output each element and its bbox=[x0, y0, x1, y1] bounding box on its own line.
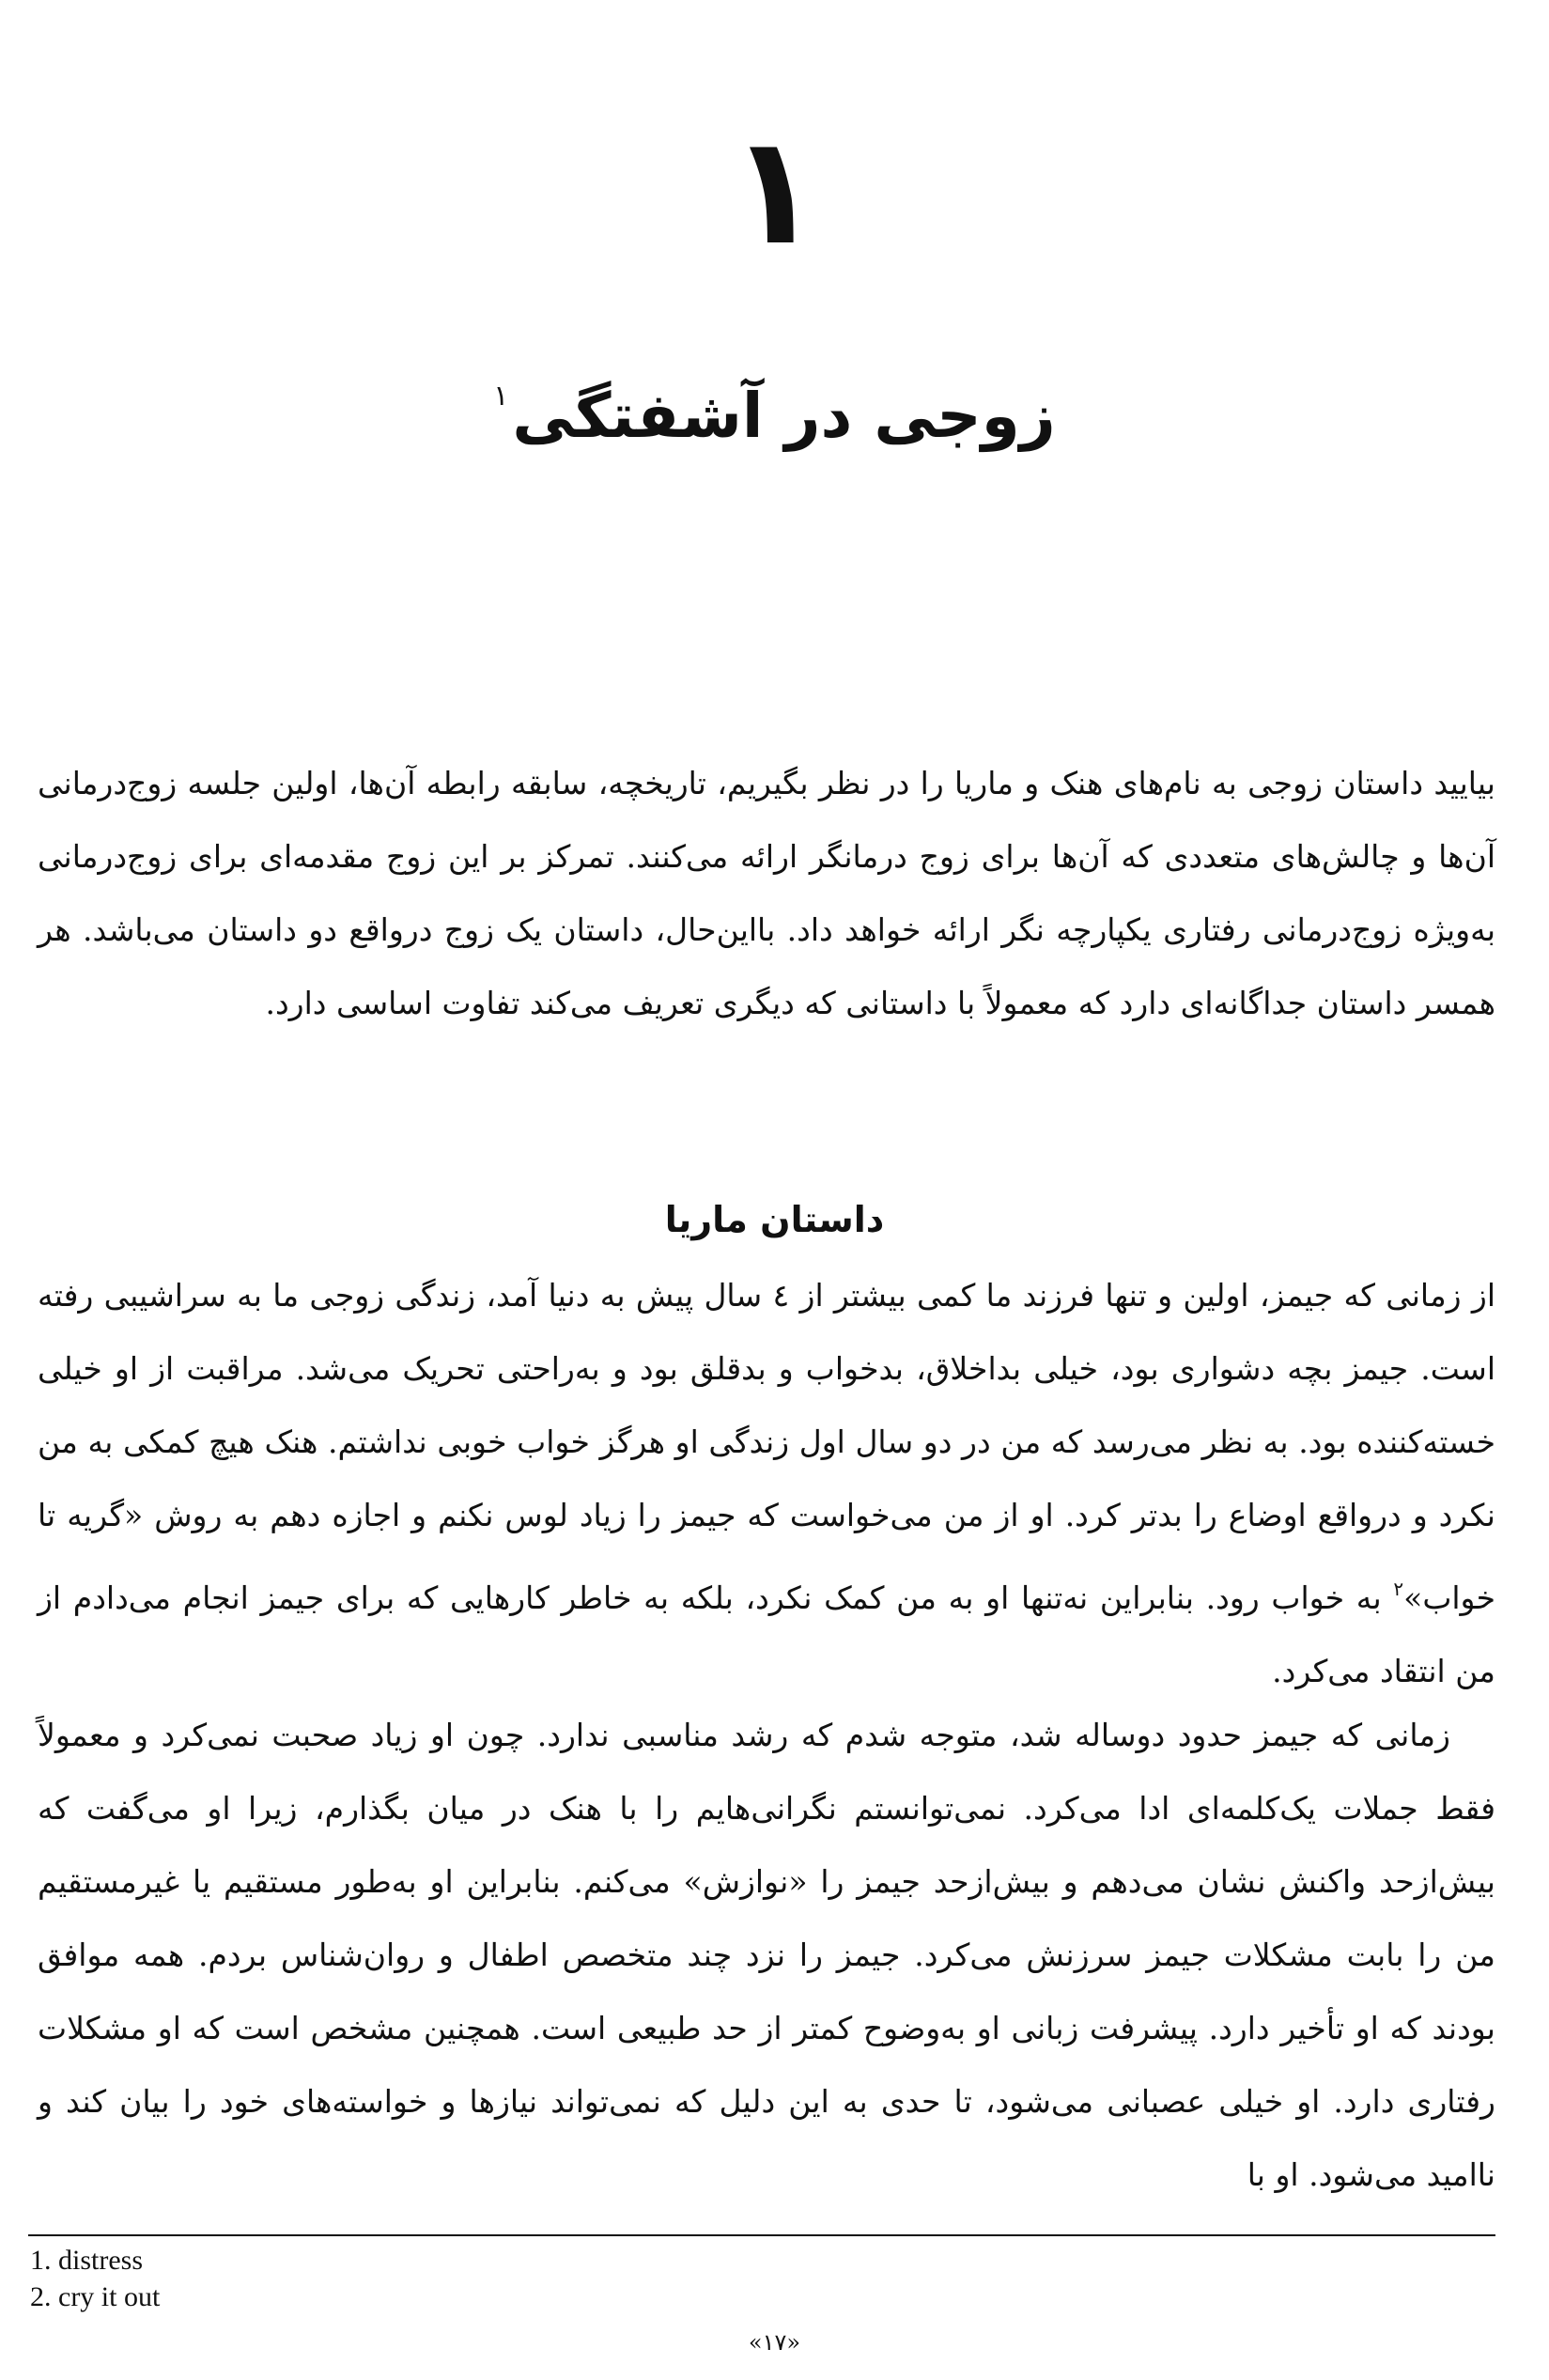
section-heading: داستان ماریا bbox=[664, 1199, 885, 1240]
footnote-mark-2: ۲ bbox=[1393, 1578, 1404, 1600]
body-paragraph-2: زمانی که جیمز حدود دوساله شد، متوجه شدم که رشد مناسبی ندارد. چون او زیاد صحبت نمی‌کرد و معمولاً فقط جملات یک‌کلمه‌ای ادا می‌کرد. نمی‌توانستم نگرانی‌هایم را با هنک در میان بگذارم، زیرا او می‌گفت که بیش‌ازحد واکنش نشان می‌دهم و بیش‌ازحد جیمز را «نوازش» می‌کنم. بنابراین او به‌طور مستقیم یا غیرمستقیم من را بابت مشکلات جیمز سرزنش می‌کرد. جیمز را نزد چند متخصص اطفال و روان‌شناس بردم. همه موافق بودند که او تأخیر دارد. پیشرفت زبانی او به‌وضوح کمتر از حد طبیعی است. همچنین مشخص است که او مشکلات رفتاری دارد. او خیلی عصبانی می‌شود، تا حدی به این دلیل که نمی‌تواند نیازها و خواسته‌های خود را بیان کند و ناامید می‌شود. او با bbox=[38, 1717, 1495, 2193]
intro-paragraph: بیایید داستان زوجی به نام‌های هنک و ماریا را در نظر بگیریم، تاریخچه، سابقه رابطه آن‌ها، اولین جلسه زوج‌درمانی آن‌ها و چالش‌های متعددی که آن‌ها برای زوج درمانگر ارائه می‌کنند. تمرکز بر این زوج مقدمه‌ای برای زوج‌درمانی به‌ویژه زوج‌درمانی رفتاری یکپارچه نگر ارائه خواهد داد. بااین‌حال، داستان یک زوج درواقع دو داستان می‌باشد. هر همسر داستان جداگانه‌ای دارد که معمولاً با داستانی که دیگری تعریف می‌کند تفاوت اساسی دارد. bbox=[38, 765, 1495, 1021]
footnote-item: 2. cry it out bbox=[30, 2281, 161, 2312]
chapter-title-footnote-mark: ۱ bbox=[493, 380, 509, 412]
body-paragraph-1-part-b: به خواب رود. بنابراین نه‌تنها او به من کمک نکرد، بلکه به خاطر کارهایی که برای جیمز انجام می‌دادم از من انتقاد می‌کرد. bbox=[38, 1579, 1495, 1689]
footnotes-list bbox=[30, 2242, 160, 2315]
chapter-title bbox=[0, 350, 1549, 463]
footnote-item: 1. distress bbox=[30, 2245, 143, 2276]
chapter-title-text: زوجی در آشفتگی bbox=[512, 380, 1056, 452]
footnote-divider bbox=[28, 2234, 1495, 2236]
body-paragraph-1 bbox=[38, 1259, 1495, 1708]
chapter-number: ۱ bbox=[728, 102, 821, 278]
body-paragraph-1-part-a: از زمانی که جیمز، اولین و تنها فرزند ما کمی بیشتر از ٤ سال پیش به دنیا آمد، زندگی زوجی ما به سراشیبی رفته است. جیمز بچه دشواری بود، خیلی بداخلاق، بدخواب و بدقلق بود و به‌راحتی تحریک می‌شد. مراقبت از او خیلی خسته‌کننده بود. به نظر می‌رسد که من در دو سال اول زندگی او هرگز خواب خوبی نداشتم. هنک هیچ کمکی به من نکرد و درواقع اوضاع را بدتر کرد. او از من می‌خواست که جیمز را زیاد لوس نکنم و اجازه دهم به روش «گریه تا خواب» bbox=[38, 1277, 1496, 1616]
page-number: «۱۷» bbox=[748, 2329, 801, 2356]
